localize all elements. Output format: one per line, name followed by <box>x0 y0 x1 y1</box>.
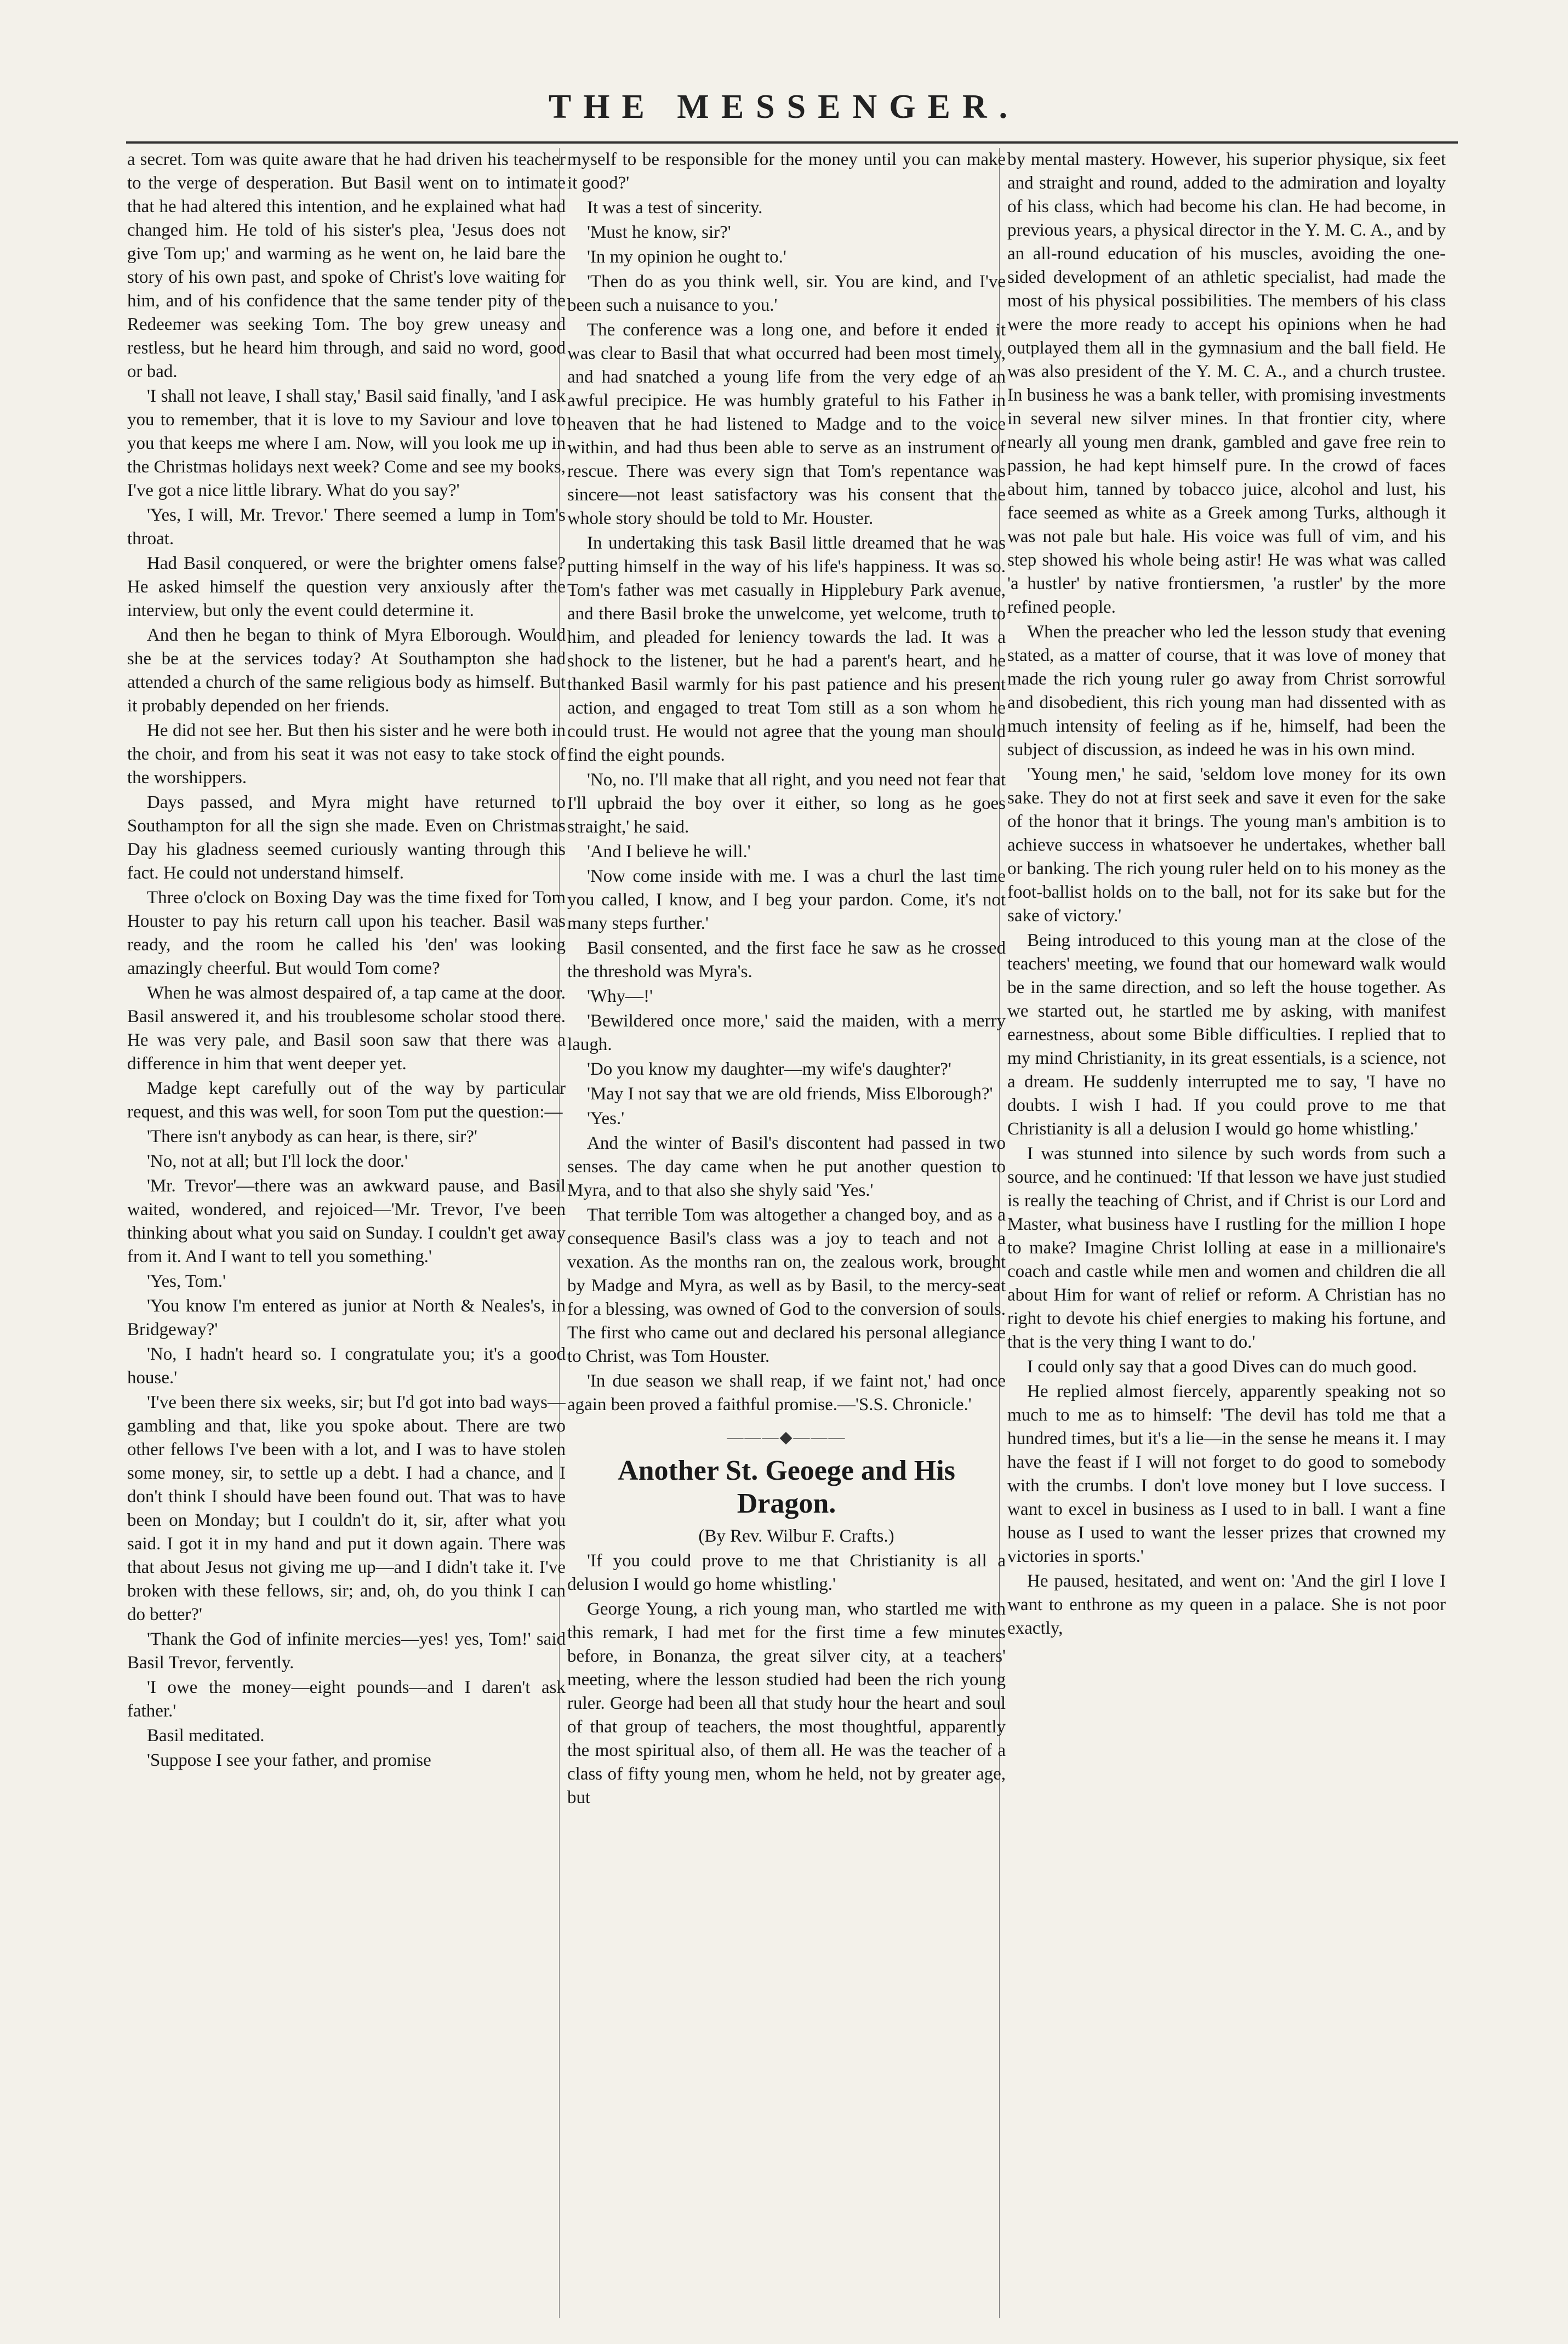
paragraph: Had Basil conquered, or were the brighter omens false? He asked himself the question very anxiously after the interview, but only the event could determine it. <box>127 554 566 620</box>
paragraph: 'Then do as you think well, sir. You are kind, and I've been such a nuisance to you.' <box>567 272 1006 315</box>
paragraph: 'Mr. Trevor'—there was an awkward pause, and Basil waited, wondered, and rejoiced—'Mr. Trevor, I've been thinking about what you said on Sunday. I couldn't get away from it. And I want to tell you something.' <box>127 1176 566 1267</box>
story-continuation <box>567 148 1006 1417</box>
paragraph: 'Yes, I will, Mr. Trevor.' There seemed a lump in Tom's throat. <box>127 505 566 549</box>
masthead: THE MESSENGER. <box>548 88 1020 126</box>
paragraph: 'I shall not leave, I shall stay,' Basil said finally, 'and I ask you to remember, that it is love to my Saviour and love to you that keeps me where I am. Now, will you look me up in the Christmas holidays next week? Come and see my books, I've got a nice little library. What do you say?' <box>127 386 566 500</box>
paragraph: 'Suppose I see your father, and promise <box>147 1750 431 1770</box>
column-1 <box>127 148 566 2318</box>
paragraph: Madge kept carefully out of the way by particular request, and this was well, for soon Tom put the question:— <box>127 1079 566 1122</box>
paragraph: 'No, not at all; but I'll lock the door.' <box>147 1151 408 1171</box>
paragraph: Three o'clock on Boxing Day was the time fixed for Tom Houster to pay his return call upon his teacher. Basil was ready, and the room he called his 'den' was looking amazingly cheerful. But would Tom come? <box>127 888 566 978</box>
masthead-rule <box>126 141 1458 144</box>
column-2 <box>567 148 1006 2318</box>
paragraph: a secret. Tom was quite aware that he had driven his teacher to the verge of desperation. But Basil went on to intimate that he had altered this intention, and he explained what had changed him. He told of his sister's plea, 'Jesus does not give Tom up;' and warming as he went on, he laid bare the story of his own past, and spoke of Christ's love waiting for him, and of his confidence that the same tender pity of the Redeemer was seeking Tom. The boy grew uneasy and restless, but he heard him through, and said no word, good or bad. <box>127 150 566 381</box>
paragraph: 'No, no. I'll make that all right, and you need not fear that I'll upbraid the boy over it either, so long as he goes straight,' he said. <box>567 770 1006 837</box>
paragraph: I could only say that a good Dives can do much good. <box>1027 1357 1417 1377</box>
paragraph: And the winter of Basil's discontent had passed in two senses. The day came when he put another question to Myra, and to that also she shyly said 'Yes.' <box>567 1133 1006 1200</box>
paragraph: And then he began to think of Myra Elborough. Would she be at the services today? At Southampton she had attended a church of the same religious body as himself. But it probably depended on her friends. <box>127 625 566 716</box>
paragraph: 'Thank the God of infinite mercies—yes! yes, Tom!' said Basil Trevor, fervently. <box>127 1629 566 1673</box>
paragraph: 'Must he know, sir?' <box>587 223 731 242</box>
paragraph: 'There isn't anybody as can hear, is there, sir?' <box>147 1127 477 1147</box>
paragraph: 'You know I'm entered as junior at North & Neales's, in Bridgeway?' <box>127 1296 566 1339</box>
paragraph: 'Why—!' <box>587 986 653 1006</box>
paragraph: 'May I not say that we are old friends, Miss Elborough?' <box>587 1084 993 1104</box>
paragraph: It was a test of sincerity. <box>587 198 763 218</box>
paragraph: myself to be responsible for the money until you can make it good?' <box>567 150 1006 193</box>
paragraph: 'Yes, Tom.' <box>147 1271 226 1291</box>
paragraph: He did not see her. But then his sister and he were both in the choir, and from his seat it was not easy to take stock of the worshippers. <box>127 721 566 788</box>
paragraph: Being introduced to this young man at the close of the teachers' meeting, we found that our homeward walk would be in the same direction, and so left the house together. As we started out, he startled me by asking, with manifest earnestness, about some Bible difficulties. I replied that to my mind Christianity, in its great essentials, is a science, not a dream. He suddenly interrupted me to say, 'I have no doubts. I wish I had. If you could prove to me that Christianity is all a delusion I would go home whistling.' <box>1007 931 1446 1139</box>
paragraph: 'Bewildered once more,' said the maiden, with a merry laugh. <box>567 1011 1006 1054</box>
paragraph: 'I owe the money—eight pounds—and I daren't ask father.' <box>127 1678 566 1721</box>
paragraph: I was stunned into silence by such words from such a source, and he continued: 'If that lesson we have just studied is really the teaching of Christ, and if Christ is our Lord and Master, what business have I rustling for the million I hope to make? Imagine Christ lolling at ease in a millionaire's coach and castle while men and women and children die all about Him for want of relief or reform. A Christian has no right to devote his chief energies to making his fortune, and that is the very thing I want to do.' <box>1007 1144 1446 1352</box>
paragraph: That terrible Tom was altogether a changed boy, and as a consequence Basil's class was a joy to teach and not a vexation. As the months ran on, the zealous work, brought by Madge and Myra, as well as by Basil, to the mercy-seat for a blessing, was owned of God to the conversion of souls. The first who came out and declared his personal allegiance to Christ, was Tom Houster. <box>567 1205 1006 1366</box>
article-body <box>567 1549 1006 1810</box>
paragraph: When the preacher who led the lesson study that evening stated, as a matter of course, that it was love of money that made the rich young ruler go away from Christ sorrowful and disobedient, this rich young man had dissented with as much intensity of feeling as if he, himself, had been the subject of discussion, as indeed he was in his own mind. <box>1007 622 1446 760</box>
paragraph: When he was almost despaired of, a tap came at the door. Basil answered it, and his troublesome scholar stood there. He was very pale, and Basil soon saw that there was a difference in him that went deeper yet. <box>127 983 566 1074</box>
paragraph: 'If you could prove to me that Christianity is all a delusion I would go home whistling.' <box>567 1551 1006 1594</box>
paragraph: The conference was a long one, and before it ended it was clear to Basil that what occurred had been most timely, and had snatched a young life from the very edge of an awful precipice. He was humbly grateful to his Father in heaven that he had listened to Madge and to the voice within, and had thus been able to serve as an instrument of rescue. There was every sign that Tom's repentance was sincere—not least satisfactory was his consent that the whole story should be told to Mr. Houster. <box>567 320 1006 528</box>
paragraph: He paused, hesitated, and went on: 'And the girl I love I want to enthrone as my queen in a palace. She is not poor exactly, <box>1007 1571 1446 1638</box>
article-separator: ———◆——— <box>727 1428 846 1446</box>
paragraph: 'Now come inside with me. I was a churl the last time you called, I know, and I beg your pardon. Come, it's not many steps further.' <box>567 866 1006 933</box>
paragraph: 'In my opinion he ought to.' <box>587 247 786 267</box>
paragraph: In undertaking this task Basil little dreamed that he was putting himself in the way of his life's happiness. It was so. Tom's father was met casually in Hipplebury Park avenue, and there Basil broke the unwelcome, yet welcome, truth to him, and pleaded for leniency towards the lad. It was a shock to the listener, but he had a parent's heart, and he thanked Basil warmly for his past patience and his present action, and engaged to treat Tom still as a son whom he could trust. He would not agree that the young man should find the eight pounds. <box>567 533 1006 765</box>
paragraph: 'I've been there six weeks, sir; but I'd got into bad ways—gambling and that, like you spoke about. There are two other fellows I've been with a lot, and I was to have stolen some money, sir, to settle up a debt. I had a chance, and I don't think I should have been found out. That was to have been on Monday; but I couldn't do it, sir, after what you said. I got it in my hand and put it down again. There was that about Jesus not giving me up—and I didn't take it. I've broken with these fellows, sir; and, oh, do you think I can do better?' <box>127 1393 566 1624</box>
paragraph: 'Young men,' he said, 'seldom love money for its own sake. They do not at first seek and save it even for the sake of the honor that it brings. The young man's ambition is to achieve success in whatsoever he undertakes, whether ball or banking. The rich young ruler held on to his money as the foot-ballist holds on to the ball, not for its sake but for the sake of victory.' <box>1007 765 1446 926</box>
paragraph: 'In due season we shall reap, if we faint not,' had once again been proved a faithful promise.—'S.S. Chronicle.' <box>567 1371 1006 1415</box>
paragraph: George Young, a rich young man, who startled me with this remark, I had met for the first time a few minutes before, in Bonanza, the great silver city, at a teachers' meeting, where the lesson studied had been the rich young ruler. George had been all that study hour the heart and soul of that group of teachers, the most thoughtful, apparently the most spiritual also, of them all. He was the teacher of a class of fifty young men, whom he held, not by greater age, but <box>567 1599 1006 1807</box>
paragraph: Basil meditated. <box>147 1726 265 1746</box>
paragraph: Basil consented, and the first face he saw as he crossed the threshold was Myra's. <box>567 938 1006 982</box>
paragraph: Days passed, and Myra might have returned to Southampton for all the sign she made. Even on Christmas Day his gladness seemed curiously wanting through this fact. He could not understand himself. <box>127 792 566 883</box>
paragraph: by mental mastery. However, his superior physique, six feet and straight and round, added to the admiration and loyalty of his class, which had become his clan. He had become, in previous years, a physical director in the Y. M. C. A., and by an all-round education of his muscles, avoiding the one-sided development of an athletic specialist, had made the most of his physical possibilities. The members of his class were the more ready to accept his opinions when he had outplayed them all in the gymnasium and the ball field. He was also president of the Y. M. C. A., and a church trustee. In business he was a bank teller, with promising investments in several new silver mines. In that frontier city, where nearly all young men drank, gambled and gave free rein to passion, he had kept himself pure. In the crowd of faces about him, tanned by tobacco juice, alcohol and lust, his face seemed as white as a Greek among Turks, although it was not pale but hale. His voice was full of vim, and his step showed his whole being astir! He was what was called 'a hustler' by native frontiersmen, 'a rustler' by the more refined people. <box>1007 150 1446 617</box>
paragraph: 'No, I hadn't heard so. I congratulate you; it's a good house.' <box>127 1344 566 1388</box>
paragraph: 'Do you know my daughter—my wife's daughter?' <box>587 1059 951 1079</box>
article-headline: Another St. Geoege and His Dragon. <box>618 1455 955 1519</box>
column-3 <box>1007 148 1446 2318</box>
paragraph: 'Yes.' <box>587 1109 625 1128</box>
paragraph: 'And I believe he will.' <box>587 842 751 862</box>
article-byline: (By Rev. Wilbur F. Crafts.) <box>698 1526 894 1546</box>
paragraph: He replied almost fiercely, apparently speaking not so much to me as to himself: 'The devil has told me that a hundred times, but it's a lie—in the sense he means it. I may have the feast if I will not forget to do good to somebody with the crumbs. I don't love money but I love success. I want to excel in business as I used to in ball. I want a fine house as I used to want the lesser prizes that crowned my victories in sports.' <box>1007 1382 1446 1566</box>
